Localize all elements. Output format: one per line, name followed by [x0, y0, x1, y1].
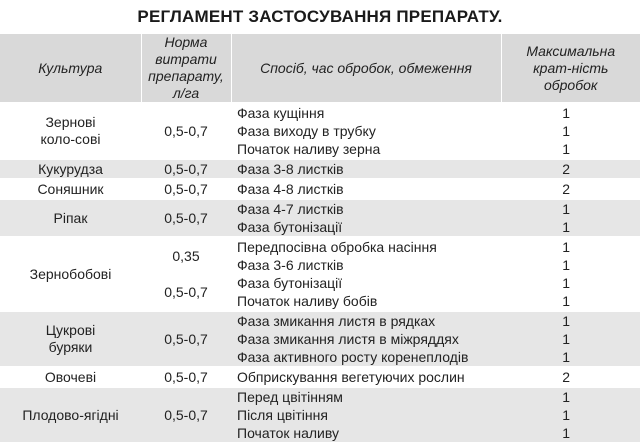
- culture-cell: Ріпак: [0, 199, 141, 237]
- rate-cell: [141, 199, 231, 237]
- method-cell: [231, 237, 501, 311]
- max-cell: [501, 159, 640, 179]
- rate-cell: [141, 103, 231, 159]
- max-cell: [501, 199, 640, 237]
- max-value: 1: [562, 105, 570, 121]
- method-item: Обприскування вегетуючих рослин: [237, 369, 465, 385]
- rate-value: 0,5-0,7: [164, 407, 208, 423]
- rate-cell: [141, 367, 231, 387]
- method-item: Фаза 4-7 листків: [237, 201, 344, 217]
- method-cell: [231, 199, 501, 237]
- table-row: [0, 367, 640, 387]
- culture-cell: Кукурудза: [0, 159, 141, 179]
- rate-cell: [141, 387, 231, 442]
- method-item: Фаза змикання листя в міжряддях: [237, 331, 459, 347]
- culture-cell: Соняшник: [37, 180, 104, 197]
- rate-value: 0,35: [172, 248, 200, 264]
- max-value: 1: [562, 313, 570, 329]
- max-value: 1: [562, 389, 570, 405]
- max-value: 1: [562, 331, 570, 347]
- max-value: 2: [562, 161, 570, 177]
- max-value: 2: [562, 181, 570, 197]
- method-item: Фаза кущіння: [237, 105, 325, 121]
- method-item: Фаза виходу в трубку: [237, 123, 376, 139]
- header-rate: Норма витрати препарату, л/га: [141, 34, 231, 103]
- max-cell: [501, 311, 640, 367]
- method-item: Фаза бутонізації: [237, 219, 343, 235]
- method-item: Фаза активного росту коренеплодів: [237, 349, 469, 365]
- method-item: Перед цвітінням: [237, 389, 343, 405]
- max-value: 2: [562, 369, 570, 385]
- culture-cell: Овочеві: [44, 368, 97, 385]
- culture-cell: Зернобобові: [29, 265, 112, 282]
- header-culture: Культура: [0, 34, 141, 103]
- max-value: 1: [562, 141, 570, 157]
- table-row: [0, 237, 640, 311]
- header-max: Максимальна крат-ність обробок: [501, 34, 640, 103]
- culture-cell: Плодово-ягідні: [0, 387, 141, 442]
- table-row: [0, 103, 640, 159]
- rate-value: 0,5-0,7: [164, 331, 208, 347]
- method-cell: [231, 311, 501, 367]
- max-value: 1: [562, 407, 570, 423]
- rate-cell: [141, 159, 231, 179]
- table-header: [0, 34, 640, 103]
- rate-value: 0,5-0,7: [164, 161, 208, 177]
- max-value: 1: [562, 123, 570, 139]
- method-item: Початок наливу зерна: [237, 141, 381, 157]
- method-item: Фаза 3-8 листків: [237, 161, 344, 177]
- method-item: Після цвітіння: [237, 407, 328, 423]
- table-row: [0, 311, 640, 367]
- max-cell: [501, 179, 640, 199]
- method-item: Початок наливу: [237, 425, 340, 441]
- table-body: [0, 103, 640, 442]
- max-cell: [501, 103, 640, 159]
- method-item: Передпосівна обробка насіння: [237, 239, 437, 255]
- rate-value: 0,5-0,7: [164, 284, 208, 300]
- table-row: [0, 179, 640, 199]
- method-item: Початок наливу бобів: [237, 293, 378, 309]
- max-value: 1: [562, 239, 570, 255]
- method-item: Фаза 4-8 листків: [237, 181, 344, 197]
- max-value: 1: [562, 257, 570, 273]
- rate-cell: [141, 237, 231, 311]
- regulation-table: [0, 34, 640, 442]
- table-row: [0, 387, 640, 442]
- method-cell: [231, 179, 501, 199]
- table-row: [0, 159, 640, 179]
- rate-value: 0,5-0,7: [164, 210, 208, 226]
- culture-cell: Цукрові буряки: [0, 311, 141, 367]
- max-value: 1: [562, 275, 570, 291]
- method-cell: [231, 367, 501, 387]
- rate-value: 0,5-0,7: [164, 369, 208, 385]
- header-method: Спосіб, час обробок, обмеження: [231, 34, 501, 103]
- rate-cell: [141, 311, 231, 367]
- table-row: [0, 199, 640, 237]
- rate-cell: [141, 179, 231, 199]
- method-item: Фаза бутонізації: [237, 275, 343, 291]
- max-value: 1: [562, 293, 570, 309]
- rate-value: 0,5-0,7: [164, 123, 208, 139]
- max-cell: [501, 387, 640, 442]
- max-value: 1: [562, 349, 570, 365]
- culture-cell: Зернові коло-сові: [40, 114, 101, 147]
- method-item: Фаза змикання листя в рядках: [237, 313, 436, 329]
- max-value: 1: [562, 425, 570, 441]
- method-cell: [231, 387, 501, 442]
- rate-value: 0,5-0,7: [164, 181, 208, 197]
- max-value: 1: [562, 201, 570, 217]
- page-title: РЕГЛАМЕНТ ЗАСТОСУВАННЯ ПРЕПАРАТУ.: [137, 7, 503, 26]
- max-value: 1: [562, 219, 570, 235]
- method-cell: [231, 103, 501, 159]
- max-cell: [501, 367, 640, 387]
- method-cell: [231, 159, 501, 179]
- method-item: Фаза 3-6 листків: [237, 257, 344, 273]
- max-cell: [501, 237, 640, 311]
